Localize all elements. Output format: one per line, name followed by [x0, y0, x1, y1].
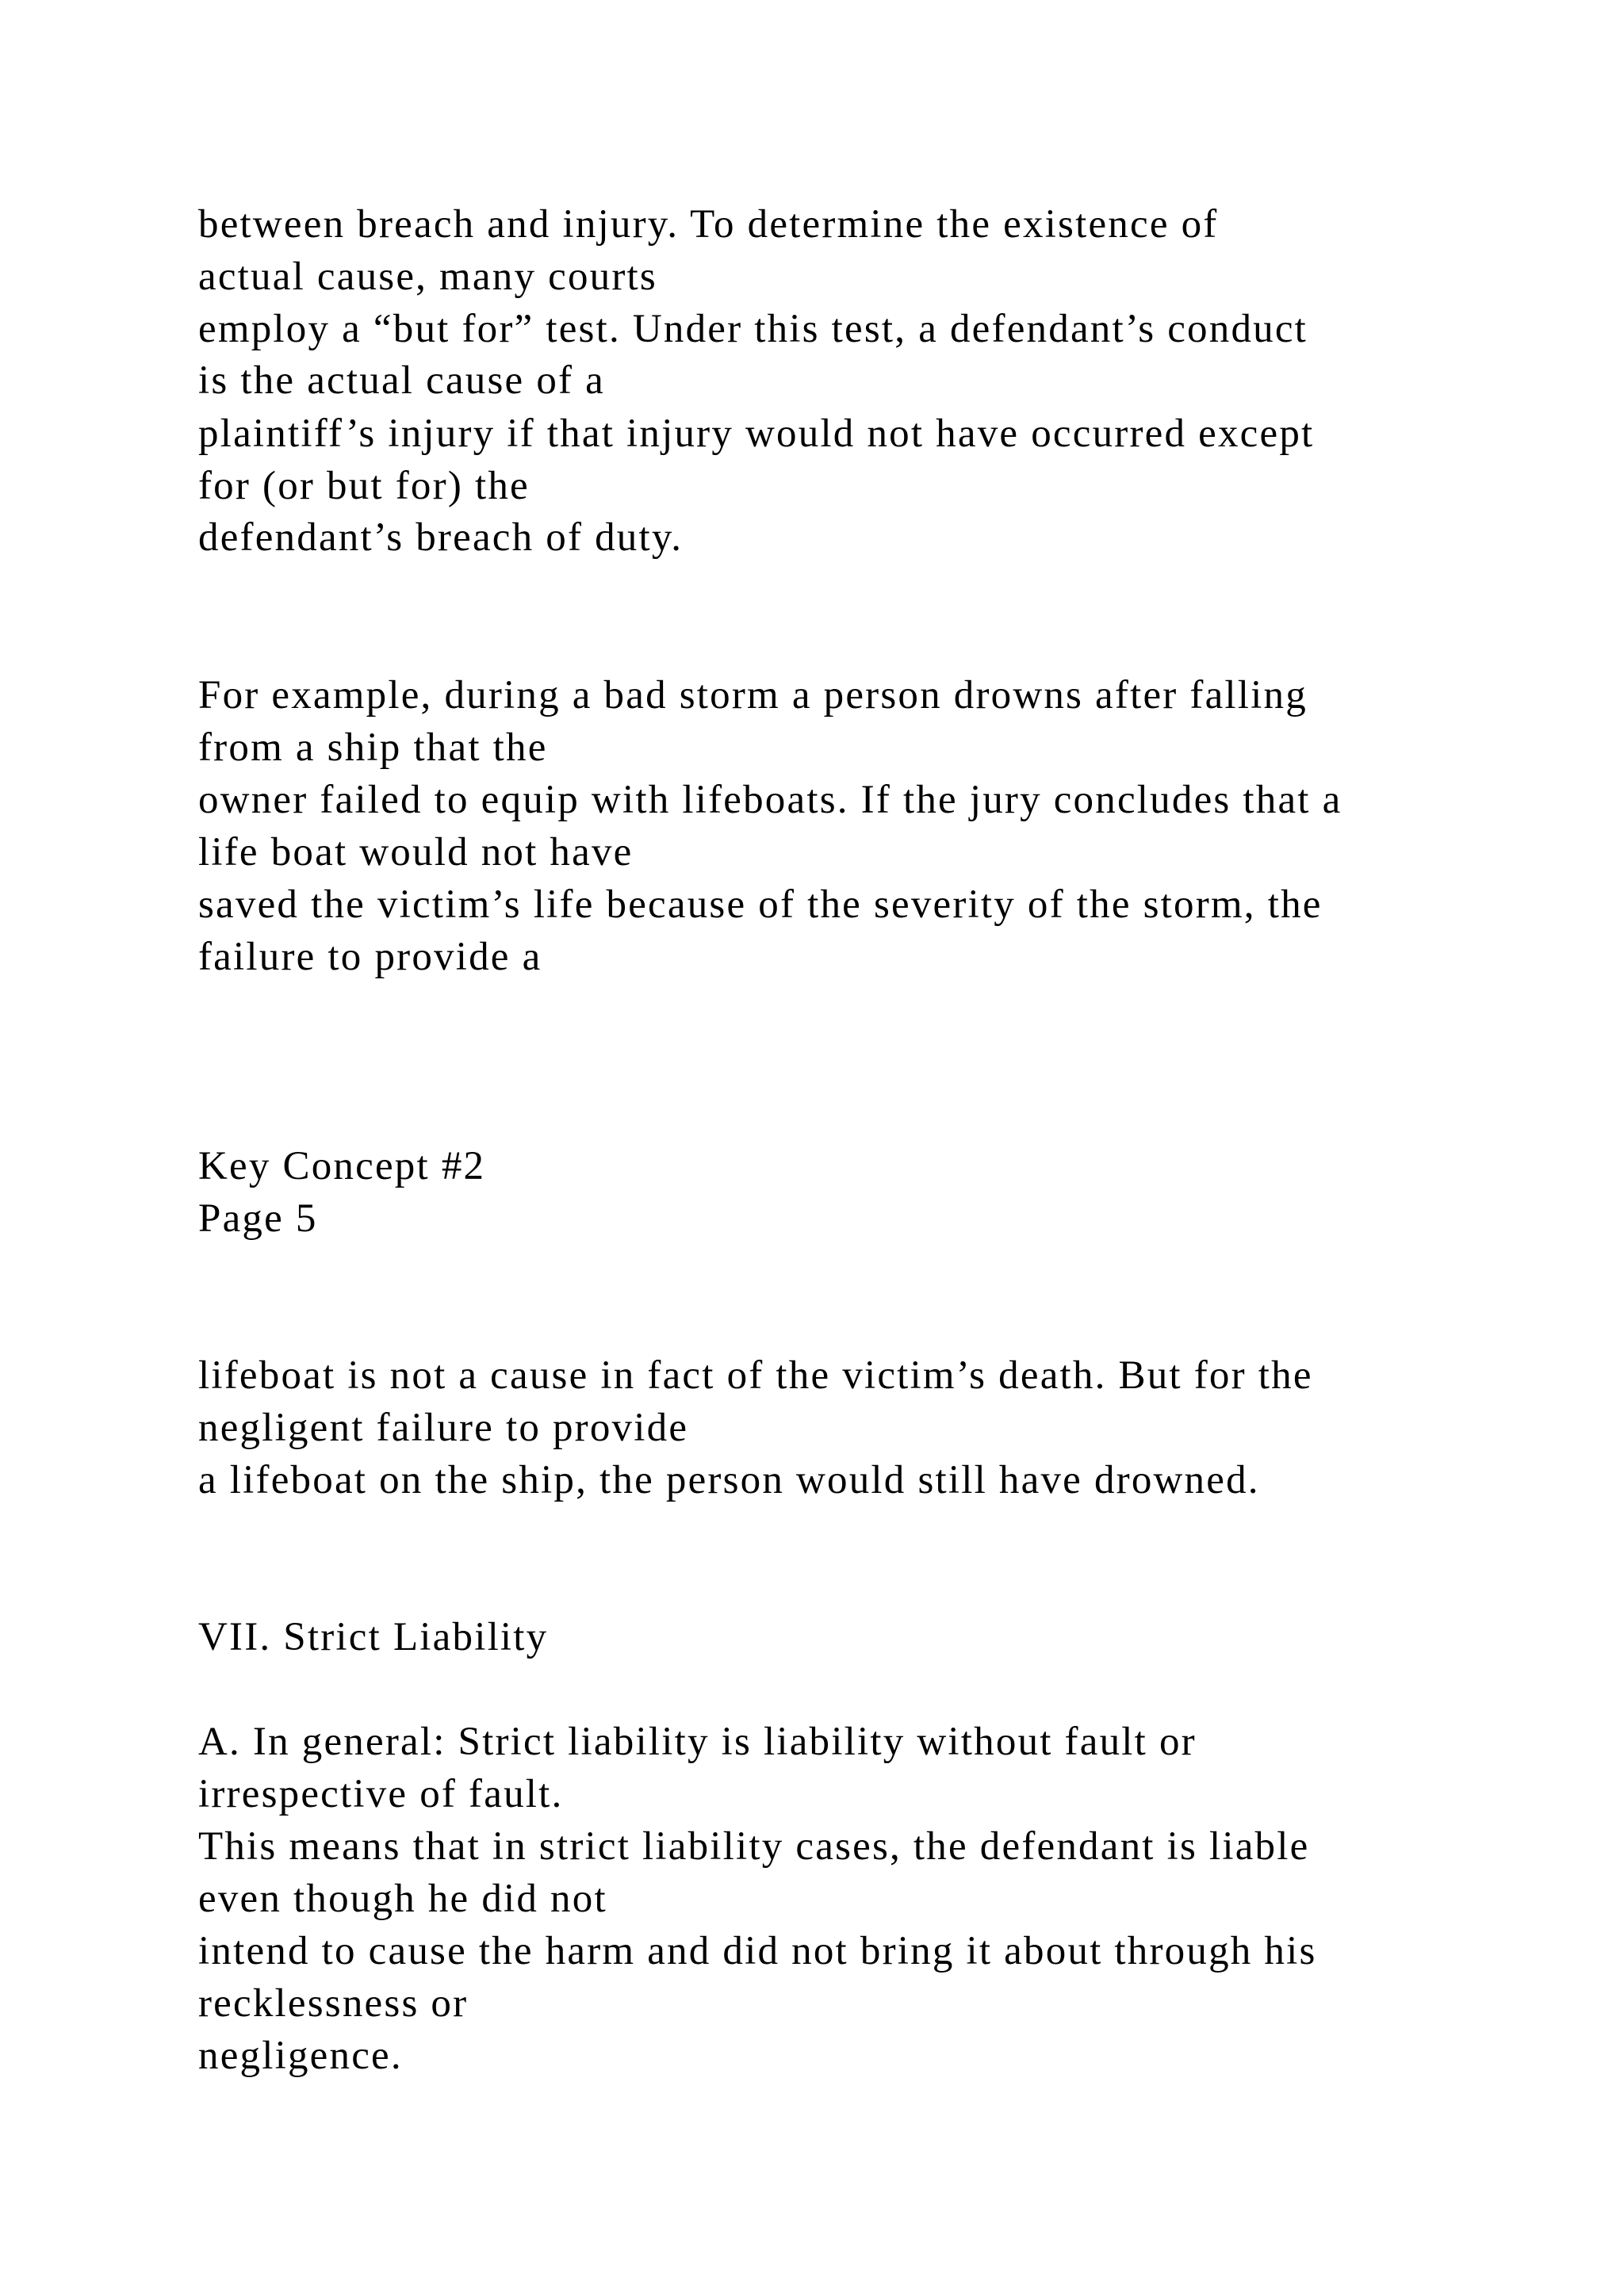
paragraph-line: for (or but for) the: [198, 464, 530, 508]
paragraph-line: a lifeboat on the ship, the person would still have drowned.: [198, 1458, 1260, 1502]
paragraph-line: negligence.: [198, 2034, 403, 2078]
key-concept-label: Key Concept #2: [198, 1144, 486, 1188]
paragraph-line: failure to provide a: [198, 935, 542, 979]
section-heading: VII. Strict Liability: [198, 1615, 549, 1659]
paragraph-line: recklessness or: [198, 1981, 469, 2026]
paragraph-line: between breach and injury. To determine the existence of: [198, 202, 1219, 247]
paragraph-line: life boat would not have: [198, 830, 634, 874]
paragraph-line: irrespective of fault.: [198, 1772, 564, 1816]
paragraph-line: plaintiff’s injury if that injury would not have occurred except: [198, 411, 1315, 456]
paragraph-line: saved the victim’s life because of the severity of the storm, the: [198, 882, 1323, 927]
paragraph-line: negligent failure to provide: [198, 1406, 689, 1450]
paragraph-line: from a ship that the: [198, 725, 548, 770]
page-number: Page 5: [198, 1196, 318, 1241]
paragraph-line: defendant’s breach of duty.: [198, 515, 684, 560]
paragraph-line: even though he did not: [198, 1877, 607, 1921]
paragraph-line: employ a “but for” test. Under this test, a defendant’s conduct: [198, 307, 1308, 351]
paragraph-line: For example, during a bad storm a person drowns after falling: [198, 673, 1308, 718]
paragraph-line: owner failed to equip with lifeboats. If the jury concludes that a: [198, 778, 1342, 822]
paragraph-line: intend to cause the harm and did not bring it about through his: [198, 1929, 1317, 1973]
paragraph-line: A. In general: Strict liability is liability without fault or: [198, 1720, 1197, 1764]
paragraph-line: is the actual cause of a: [198, 358, 605, 403]
paragraph-line: lifeboat is not a cause in fact of the victim’s death. But for the: [198, 1353, 1313, 1398]
paragraph-line: This means that in strict liability cases, the defendant is liable: [198, 1824, 1310, 1869]
paragraph-line: actual cause, many courts: [198, 254, 657, 299]
